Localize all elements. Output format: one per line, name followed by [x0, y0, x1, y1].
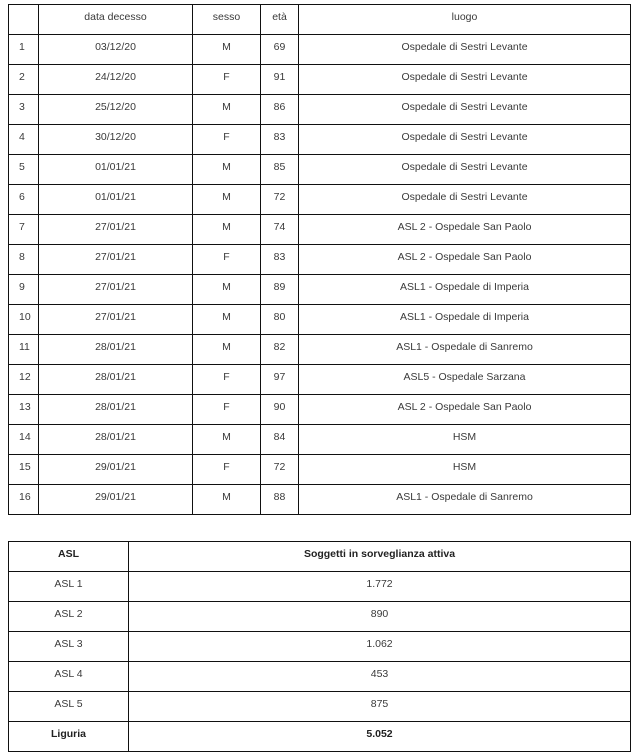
table-row: [9, 185, 631, 215]
surveillance-count: 890: [129, 602, 631, 632]
table-row: [9, 245, 631, 275]
table-row: [9, 632, 631, 662]
place: Ospedale di Sestri Levante: [299, 35, 631, 65]
row-index: 6: [9, 185, 39, 215]
row-index: 2: [9, 65, 39, 95]
death-date: 28/01/21: [39, 425, 193, 455]
row-index: 13: [9, 395, 39, 425]
death-date: 28/01/21: [39, 395, 193, 425]
header-age: età: [261, 5, 299, 35]
table-row: [9, 275, 631, 305]
row-index: 7: [9, 215, 39, 245]
place: ASL1 - Ospedale di Imperia: [299, 275, 631, 305]
place: Ospedale di Sestri Levante: [299, 65, 631, 95]
surveillance-count: 875: [129, 692, 631, 722]
age: 72: [261, 185, 299, 215]
row-index: 10: [9, 305, 39, 335]
row-index: 8: [9, 245, 39, 275]
row-index: 15: [9, 455, 39, 485]
age: 90: [261, 395, 299, 425]
row-index: 5: [9, 155, 39, 185]
table-row: [9, 95, 631, 125]
asl-name: ASL 2: [9, 602, 129, 632]
sex: F: [193, 455, 261, 485]
asl-name: ASL 4: [9, 662, 129, 692]
table-row: [9, 395, 631, 425]
death-date: 27/01/21: [39, 305, 193, 335]
sex: M: [193, 425, 261, 455]
age: 84: [261, 425, 299, 455]
death-date: 01/01/21: [39, 185, 193, 215]
age: 89: [261, 275, 299, 305]
surveillance-count: 453: [129, 662, 631, 692]
place: Ospedale di Sestri Levante: [299, 125, 631, 155]
header-index: [9, 5, 39, 35]
table-row: [9, 662, 631, 692]
header-asl: ASL: [9, 542, 129, 572]
header-date: data decesso: [39, 5, 193, 35]
table-row: [9, 455, 631, 485]
age: 80: [261, 305, 299, 335]
row-index: 16: [9, 485, 39, 515]
total-label: Liguria: [9, 722, 129, 752]
table-row: [9, 602, 631, 632]
death-date: 29/01/21: [39, 485, 193, 515]
death-date: 28/01/21: [39, 365, 193, 395]
age: 69: [261, 35, 299, 65]
death-date: 29/01/21: [39, 455, 193, 485]
death-date: 27/01/21: [39, 245, 193, 275]
surveillance-count: 1.772: [129, 572, 631, 602]
surveillance-count: 1.062: [129, 632, 631, 662]
place: ASL 2 - Ospedale San Paolo: [299, 395, 631, 425]
header-sex: sesso: [193, 5, 261, 35]
place: HSM: [299, 425, 631, 455]
sex: M: [193, 275, 261, 305]
place: HSM: [299, 455, 631, 485]
age: 82: [261, 335, 299, 365]
row-index: 1: [9, 35, 39, 65]
sex: M: [193, 305, 261, 335]
place: Ospedale di Sestri Levante: [299, 155, 631, 185]
header-surveillance: Soggetti in sorveglianza attiva: [129, 542, 631, 572]
sex: M: [193, 35, 261, 65]
age: 97: [261, 365, 299, 395]
deaths-table-header: [9, 5, 631, 35]
table-row: [9, 485, 631, 515]
place: ASL 2 - Ospedale San Paolo: [299, 245, 631, 275]
asl-name: ASL 5: [9, 692, 129, 722]
sex: F: [193, 395, 261, 425]
table-row: [9, 35, 631, 65]
surveillance-table: [8, 541, 631, 752]
death-date: 27/01/21: [39, 215, 193, 245]
place: ASL5 - Ospedale Sarzana: [299, 365, 631, 395]
header-place: luogo: [299, 5, 631, 35]
death-date: 30/12/20: [39, 125, 193, 155]
sex: F: [193, 65, 261, 95]
place: Ospedale di Sestri Levante: [299, 185, 631, 215]
total-count: 5.052: [129, 722, 631, 752]
sex: M: [193, 95, 261, 125]
row-index: 3: [9, 95, 39, 125]
sex: M: [193, 215, 261, 245]
age: 88: [261, 485, 299, 515]
death-date: 01/01/21: [39, 155, 193, 185]
table-row: [9, 425, 631, 455]
place: Ospedale di Sestri Levante: [299, 95, 631, 125]
death-date: 25/12/20: [39, 95, 193, 125]
sex: F: [193, 245, 261, 275]
sex: M: [193, 485, 261, 515]
table-row: [9, 692, 631, 722]
row-index: 9: [9, 275, 39, 305]
row-index: 14: [9, 425, 39, 455]
place: ASL1 - Ospedale di Imperia: [299, 305, 631, 335]
death-date: 03/12/20: [39, 35, 193, 65]
age: 91: [261, 65, 299, 95]
table-row: [9, 155, 631, 185]
asl-name: ASL 1: [9, 572, 129, 602]
death-date: 24/12/20: [39, 65, 193, 95]
table-row: [9, 572, 631, 602]
place: ASL 2 - Ospedale San Paolo: [299, 215, 631, 245]
death-date: 28/01/21: [39, 335, 193, 365]
death-date: 27/01/21: [39, 275, 193, 305]
place: ASL1 - Ospedale di Sanremo: [299, 485, 631, 515]
row-index: 4: [9, 125, 39, 155]
age: 85: [261, 155, 299, 185]
table-row: [9, 215, 631, 245]
sex: M: [193, 185, 261, 215]
age: 86: [261, 95, 299, 125]
asl-name: ASL 3: [9, 632, 129, 662]
table-row: [9, 65, 631, 95]
row-index: 12: [9, 365, 39, 395]
table-row: [9, 125, 631, 155]
age: 74: [261, 215, 299, 245]
sex: F: [193, 365, 261, 395]
place: ASL1 - Ospedale di Sanremo: [299, 335, 631, 365]
sex: M: [193, 155, 261, 185]
sex: M: [193, 335, 261, 365]
table-row: [9, 365, 631, 395]
age: 83: [261, 125, 299, 155]
age: 72: [261, 455, 299, 485]
deaths-table: [8, 4, 631, 515]
row-index: 11: [9, 335, 39, 365]
table-row: [9, 305, 631, 335]
table-row: [9, 335, 631, 365]
surveillance-table-header: [9, 542, 631, 572]
total-row: [9, 722, 631, 752]
sex: F: [193, 125, 261, 155]
age: 83: [261, 245, 299, 275]
